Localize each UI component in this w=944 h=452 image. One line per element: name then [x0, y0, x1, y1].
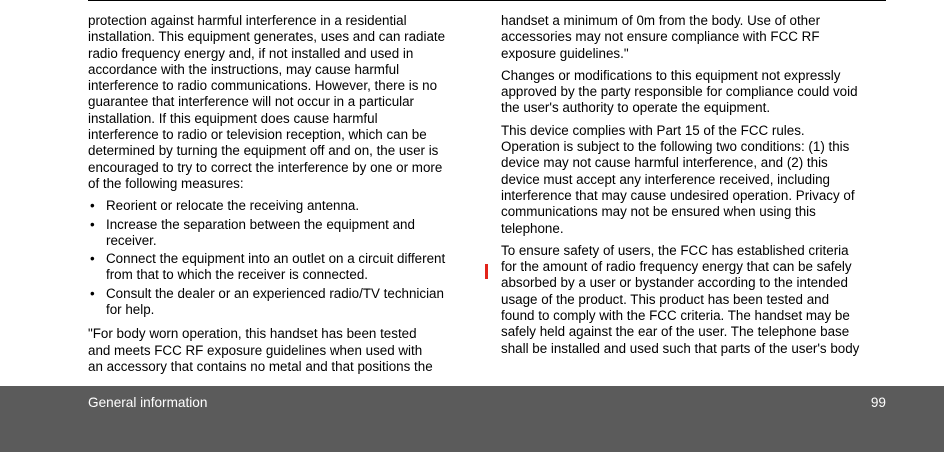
measures-list	[88, 198, 472, 318]
list-item: • Connect the equipment into an outlet on a circuit different from that to which the receiver is connected.	[88, 251, 472, 284]
fcc-intro-paragraph: protection against harmful interference in a residential installation. This equipment generates, uses and can radiate radio frequency energy and, if not installed and used in accordance with the instructions, may cause harmful interference to radio communications. However, there is no guarantee that interference will not occur in a particular installation. If this equipment does cause harmful interference to radio or television reception, which can be determined by turning the equipment off and on, the user is encouraged to try to correct the interference by one or more of the following measures:	[88, 13, 446, 191]
page-number: 99	[870, 395, 886, 410]
list-item: • Reorient or relocate the receiving antenna.	[88, 198, 472, 214]
continuation-paragraph: handset a minimum of 0m from the body. Use of other accessories may not ensure compliance with FCC RF exposure guidelines."	[501, 13, 821, 61]
part15-paragraph: This device complies with Part 15 of the FCC rules. Operation is subject to the following two conditions: (1) this device may not cause harmful interference, and (2) this device must accept any interference received, including interference that may cause undesired operation. Privacy of communications may not be ensured when using this telephone.	[501, 122, 855, 236]
change-bar	[485, 264, 488, 279]
right-column	[501, 13, 885, 363]
body-worn-paragraph: "For body worn operation, this handset has been tested and meets FCC RF exposure guidelines when used with an accessory that contains no metal and that positions the	[88, 326, 433, 374]
footer-section-title: General information	[88, 395, 208, 410]
left-column	[88, 13, 472, 381]
list-item: • Increase the separation between the equipment and receiver.	[88, 217, 472, 250]
safety-paragraph: To ensure safety of users, the FCC has established criteria for the amount of radio frequency energy that can be safely absorbed by a user or bystander according to the intended usage of the product. This product has been tested and found to comply with the FCC criteria. The handset may be safely held against the ear of the user. The telephone base shall be installed and used such that parts of the user's body	[501, 242, 860, 356]
top-rule	[88, 0, 886, 1]
list-item: • Consult the dealer or an experienced radio/TV technician for help.	[88, 286, 472, 319]
modifications-paragraph: Changes or modifications to this equipment not expressly approved by the party responsible for compliance could void the user's authority to operate the equipment.	[501, 67, 858, 116]
page-footer	[0, 386, 944, 452]
